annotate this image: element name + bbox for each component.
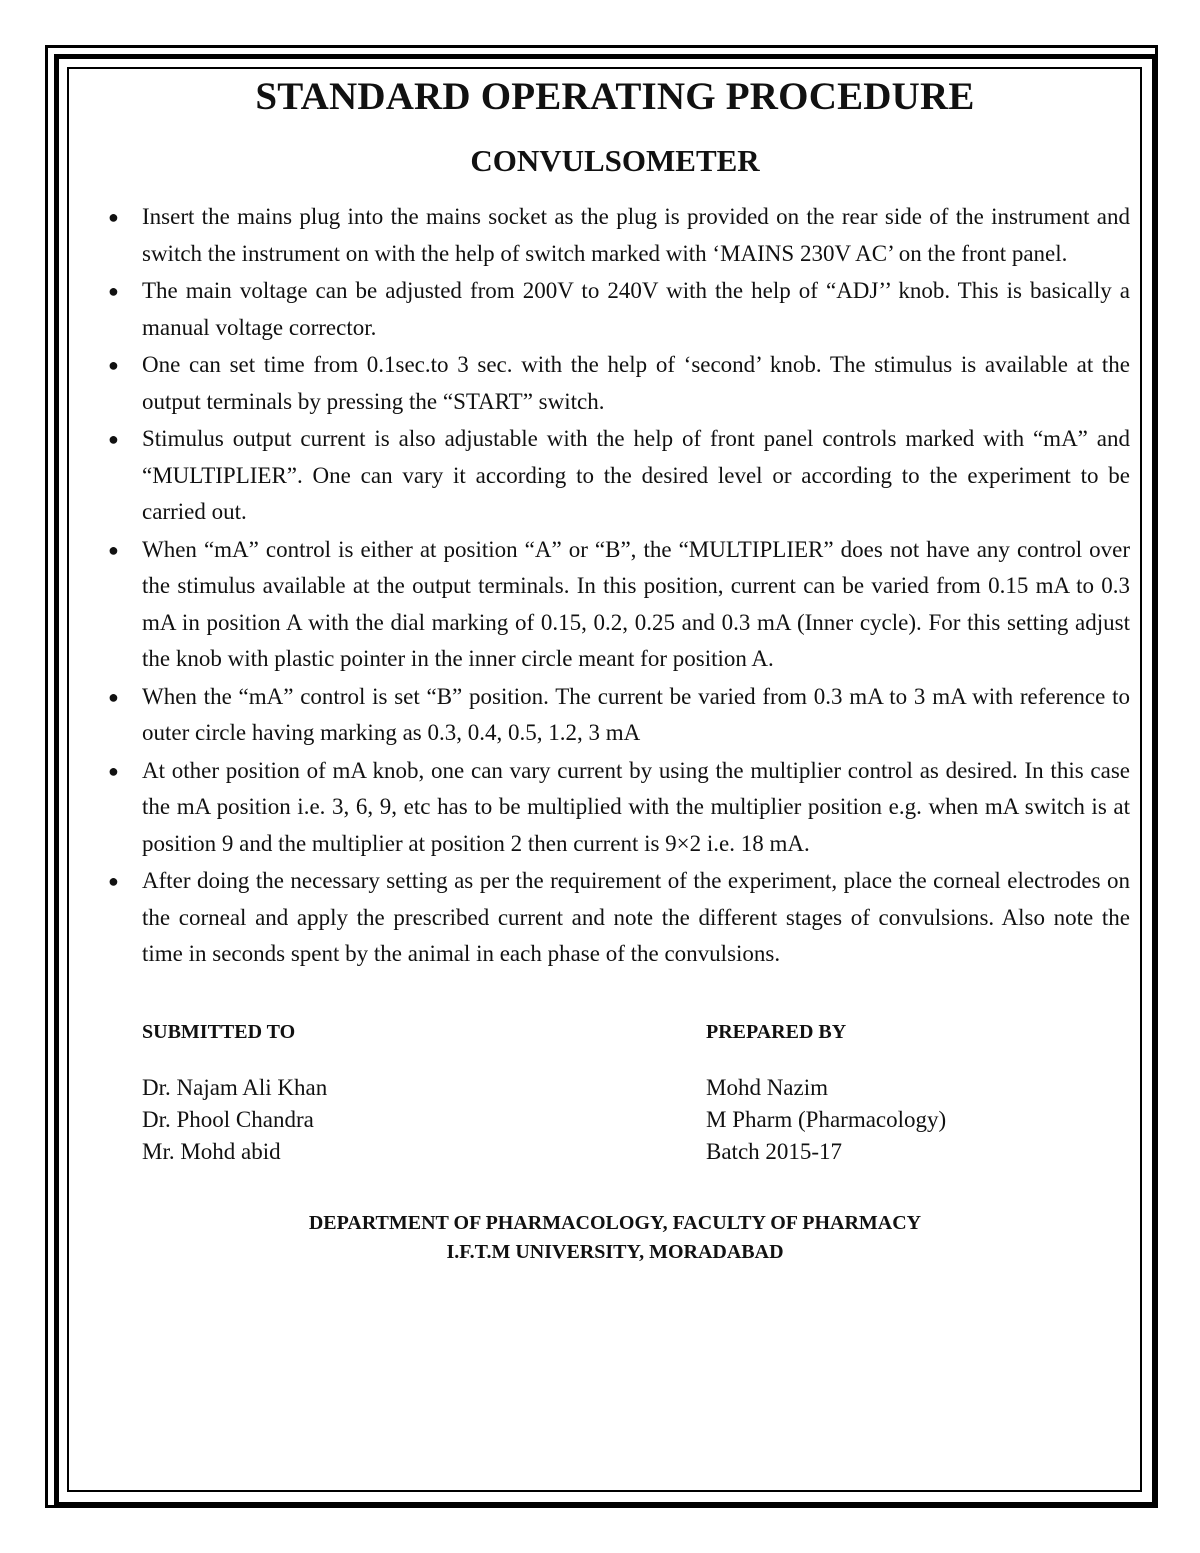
footer-department: DEPARTMENT OF PHARMACOLOGY, FACULTY OF PHARMACY [308, 1211, 922, 1234]
document-subtitle: CONVULSOMETER [470, 143, 760, 178]
prepared-by-line: Batch 2015-17 [706, 1138, 843, 1164]
procedure-step [100, 199, 1130, 272]
footer-university: I.F.T.M UNIVERSITY, MORADABAD [446, 1240, 784, 1263]
step-text: Stimulus output current is also adjustable with the help of front panel controls marked with “mA” and “MULTIPLIER”. One can vary it according to the desired level or according to the experiment to be carried out. [142, 426, 1130, 524]
bullet-icon: ● [108, 207, 119, 227]
step-text: The main voltage can be adjusted from 200V to 240V with the help of “ADJ’’ knob. This is basically a manual voltage corrector. [142, 278, 1130, 340]
prepared-by-line: M Pharm (Pharmacology) [706, 1106, 947, 1132]
submitted-to-name: Mr. Mohd abid [142, 1138, 281, 1164]
signoff-section [100, 1021, 1130, 1171]
procedure-step [100, 753, 1130, 863]
submitted-to-heading: SUBMITTED TO [142, 1020, 296, 1043]
bullet-icon: ● [108, 871, 119, 891]
procedure-step [100, 421, 1130, 531]
procedure-steps [100, 199, 1130, 973]
step-text: After doing the necessary setting as per the requirement of the experiment, place the corneal electrodes on the corneal and apply the prescribed current and note the different stages of convulsions. Also note the time in seconds spent by the animal in each phase of the convulsions. [142, 868, 1130, 966]
procedure-step [100, 863, 1130, 973]
prepared-by-block [706, 1021, 946, 1168]
submitted-to-name: Dr. Phool Chandra [142, 1106, 314, 1132]
step-text: One can set time from 0.1sec.to 3 sec. with the help of ‘second’ knob. The stimulus is available at the output terminals by pressing the “START” switch. [142, 352, 1130, 414]
procedure-step [100, 347, 1130, 420]
bullet-icon: ● [108, 355, 119, 375]
prepared-by-heading: PREPARED BY [706, 1020, 847, 1043]
procedure-step [100, 532, 1130, 678]
document-body [100, 70, 1130, 1267]
bullet-icon: ● [108, 281, 119, 301]
step-text: At other position of mA knob, one can vary current by using the multiplier control as desired. In this case the mA position i.e. 3, 6, 9, etc has to be multiplied with the multiplier position e.g. when mA switch is at position 9 and the multiplier at position 2 then current is 9×2 i.e. 18 mA. [142, 757, 1130, 856]
bullet-icon: ● [108, 539, 119, 560]
submitted-to-block [142, 1021, 327, 1168]
bullet-icon: ● [108, 760, 119, 781]
procedure-step [100, 679, 1130, 752]
document-title: STANDARD OPERATING PROCEDURE [255, 75, 975, 118]
step-text: Insert the mains plug into the mains socket as the plug is provided on the rear side of the instrument and switch the instrument on with the help of switch marked with ‘MAINS 230V AC’ on the front panel. [142, 204, 1130, 266]
department-footer [100, 1209, 1130, 1267]
step-text: When the “mA” control is set “B” position. The current be varied from 0.3 mA to 3 mA with reference to outer circle having marking as 0.3, 0.4, 0.5, 1.2, 3 mA [142, 683, 1130, 745]
bullet-icon: ● [108, 429, 119, 449]
bullet-icon: ● [108, 686, 119, 707]
step-text: When “mA” control is either at position “A” or “B”, the “MULTIPLIER” does not have any control over the stimulus available at the output terminals. In this position, current can be varied from 0.15 mA to 0.3 mA in position A with the dial marking of 0.15, 0.2, 0.25 and 0.3 mA (Inner cycle). For this setting adjust the knob with plastic pointer in the inner circle meant for position A. [142, 536, 1130, 671]
submitted-to-name: Dr. Najam Ali Khan [142, 1074, 328, 1100]
prepared-by-line: Mohd Nazim [706, 1074, 829, 1100]
procedure-step [100, 273, 1130, 346]
